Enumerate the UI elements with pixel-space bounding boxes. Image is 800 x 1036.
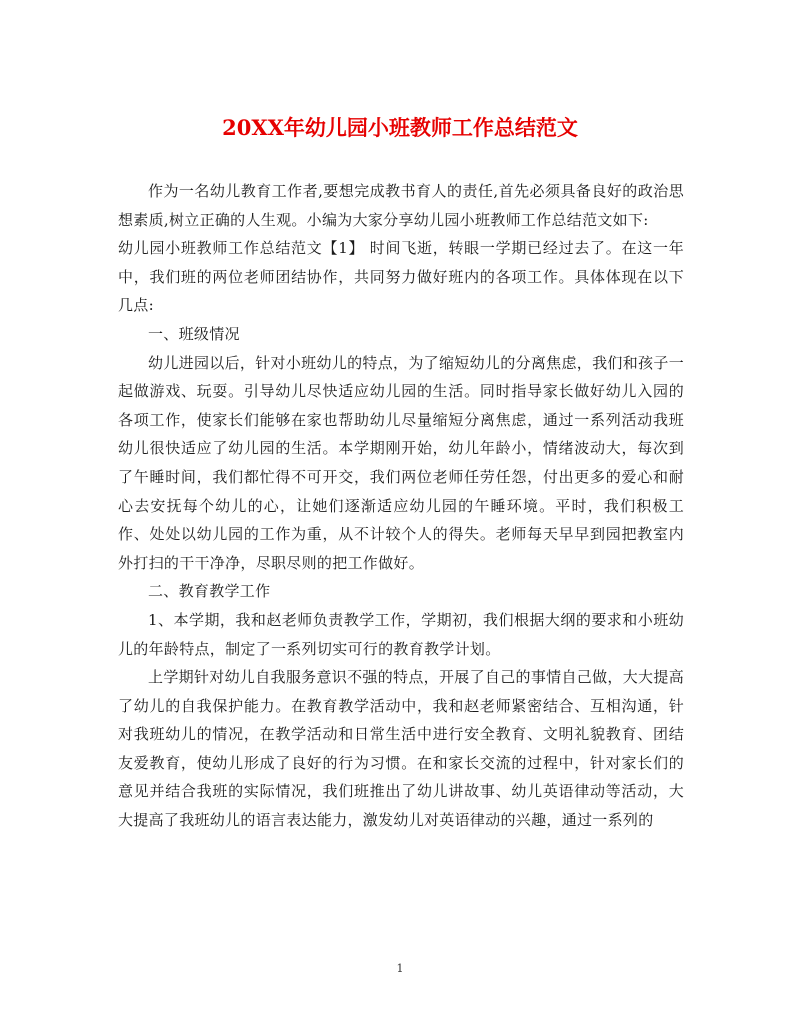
page-number: 1 (396, 962, 404, 975)
document-body (118, 177, 684, 835)
section-heading-teaching-work: 二、教育教学工作 (148, 582, 271, 601)
teaching-plan-paragraph: 1、本学期，我和赵老师负责教学工作，学期初，我们根据大纲的要求和小班幼儿的年龄特点，制定了一系列切实可行的教育教学计划。 (118, 610, 684, 658)
class-situation-paragraph: 幼儿进园以后，针对小班幼儿的特点，为了缩短幼儿的分离焦虑，我们和孩子一起做游戏、玩耍。引导幼儿尽快适应幼儿园的生活。同时指导家长做好幼儿入园的各项工作，使家长们能够在家也帮助幼儿尽量缩短分离焦虑，通过一系列活动我班幼儿很快适应了幼儿园的生活。本学期刚开始，幼儿年龄小，情绪波动大，每次到了午睡时间，我们都忙得不可开交，我们两位老师任劳任怨，付出更多的爱心和耐心去安抚每个幼儿的心，让她们逐渐适应幼儿园的午睡环境。平时，我们积极工作、处处以幼儿园的工作为重，从不计较个人的得失。老师每天早早到园把教室内外打扫的干干净净，尽职尽则的把工作做好。 (118, 353, 684, 572)
intro-paragraph: 作为一名幼儿教育工作者,要想完成教书育人的责任,首先必须具备良好的政治思想素质,树立正确的人生观。小编为大家分享幼儿园小班教师工作总结范文如下: (118, 182, 684, 229)
section-heading-class-situation: 一、班级情况 (148, 324, 240, 343)
document-title: 20XX年幼儿园小班教师工作总结范文 (222, 115, 578, 140)
summary-heading-paragraph: 幼儿园小班教师工作总结范文【1】 时间飞逝，转眼一学期已经过去了。在这一年中，我们班的两位老师团结协作，共同努力做好班内的各项工作。具体体现在以下几点: (118, 239, 684, 315)
teaching-activities-paragraph: 上学期针对幼儿自我服务意识不强的特点，开展了自己的事情自己做，大大提高了幼儿的自我保护能力。在教育教学活动中，我和赵老师紧密结合、互相沟通，针对我班幼儿的情况，在教学活动和日常生活中进行安全教育、文明礼貌教育、团结友爱教育，使幼儿形成了良好的行为习惯。在和家长交流的过程中，针对家长们的意见并结合我班的实际情况，我们班推出了幼儿讲故事、幼儿英语律动等活动，大大提高了我班幼儿的语言表达能力，激发幼儿对英语律动的兴趣，通过一系列的 (118, 668, 684, 830)
